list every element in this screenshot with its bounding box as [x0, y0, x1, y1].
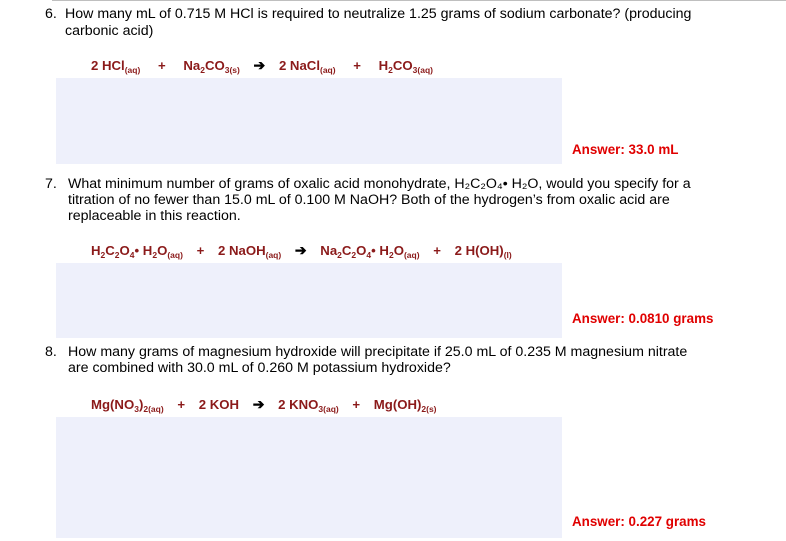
plus-sign: + — [196, 243, 205, 258]
reaction-arrow-icon: ➔ — [294, 242, 307, 258]
reactant-1: $Mg(NO_3)_{2(aq)}$ — [91, 397, 164, 414]
chemical-equation — [91, 57, 433, 74]
reactant-1: 2 HCl$_{(aq)}$ — [91, 58, 141, 75]
reactant-2: $Na_2CO_{3(s)}$ — [183, 58, 240, 75]
answer-text: Answer: 33.0 mL — [572, 142, 679, 157]
reaction-arrow-icon: ➔ — [253, 57, 266, 73]
work-area[interactable] — [56, 263, 562, 338]
work-area[interactable] — [56, 78, 562, 164]
product-1: $Na_2C_2O_4•$ $H_2O_{(aq)}$ — [320, 243, 420, 260]
chemical-equation — [91, 396, 437, 413]
work-area[interactable] — [56, 417, 562, 538]
question-text-line: replaceable in this reaction. — [68, 208, 241, 224]
product-2: $Mg(OH)_{2(s)}$ — [373, 397, 437, 414]
product-2: 2 $H(OH)_{(l)}$ — [454, 243, 512, 260]
answer-text: Answer: 0.0810 grams — [572, 311, 714, 326]
reaction-arrow-icon: ➔ — [252, 396, 265, 412]
question-text-line: How many grams of magnesium hydroxide will precipitate if 25.0 mL of 0.235 M magnesium nitrate — [68, 344, 688, 360]
chemical-equation — [91, 242, 512, 259]
product-2: $H_2CO_{3(aq)}$ — [378, 58, 433, 75]
reactant-1: $H_2C_2O_4•$ $H_2O_{(aq)}$ — [91, 243, 183, 260]
question-text-line: How many mL of 0.715 M HCl is required to neutralize 1.25 grams of sodium carbonate? (producing — [65, 6, 692, 22]
question-number: 8. — [45, 344, 57, 360]
answer-text: Answer: 0.227 grams — [572, 514, 706, 529]
plus-sign: + — [433, 243, 441, 258]
question-number: 6. — [45, 6, 57, 22]
top-rule — [52, 0, 786, 1]
question-text-line: What minimum number of grams of oxalic acid monohydrate, H₂C₂O₄• H₂O, would you specify for a — [68, 176, 691, 192]
question-text-line: titration of no fewer than 15.0 mL of 0.100 M NaOH? Both of the hydrogen’s from oxalic acid are — [68, 192, 670, 208]
plus-sign: + — [157, 58, 166, 73]
plus-sign: + — [352, 397, 361, 412]
question-text-line: carbonic acid) — [65, 23, 154, 39]
product-1: 2 NaCl$_{(aq)}$ — [278, 58, 336, 75]
plus-sign: + — [177, 397, 186, 412]
question-number: 7. — [45, 176, 57, 192]
reactant-2: 2 NaOH$_{(aq)}$ — [217, 243, 282, 260]
plus-sign: + — [353, 58, 361, 73]
reactant-2: 2 KOH — [198, 397, 240, 412]
product-1: 2 $KNO_{3(aq)}$ — [278, 397, 339, 414]
question-text-line: are combined with 30.0 mL of 0.260 M potassium hydroxide? — [68, 360, 451, 376]
